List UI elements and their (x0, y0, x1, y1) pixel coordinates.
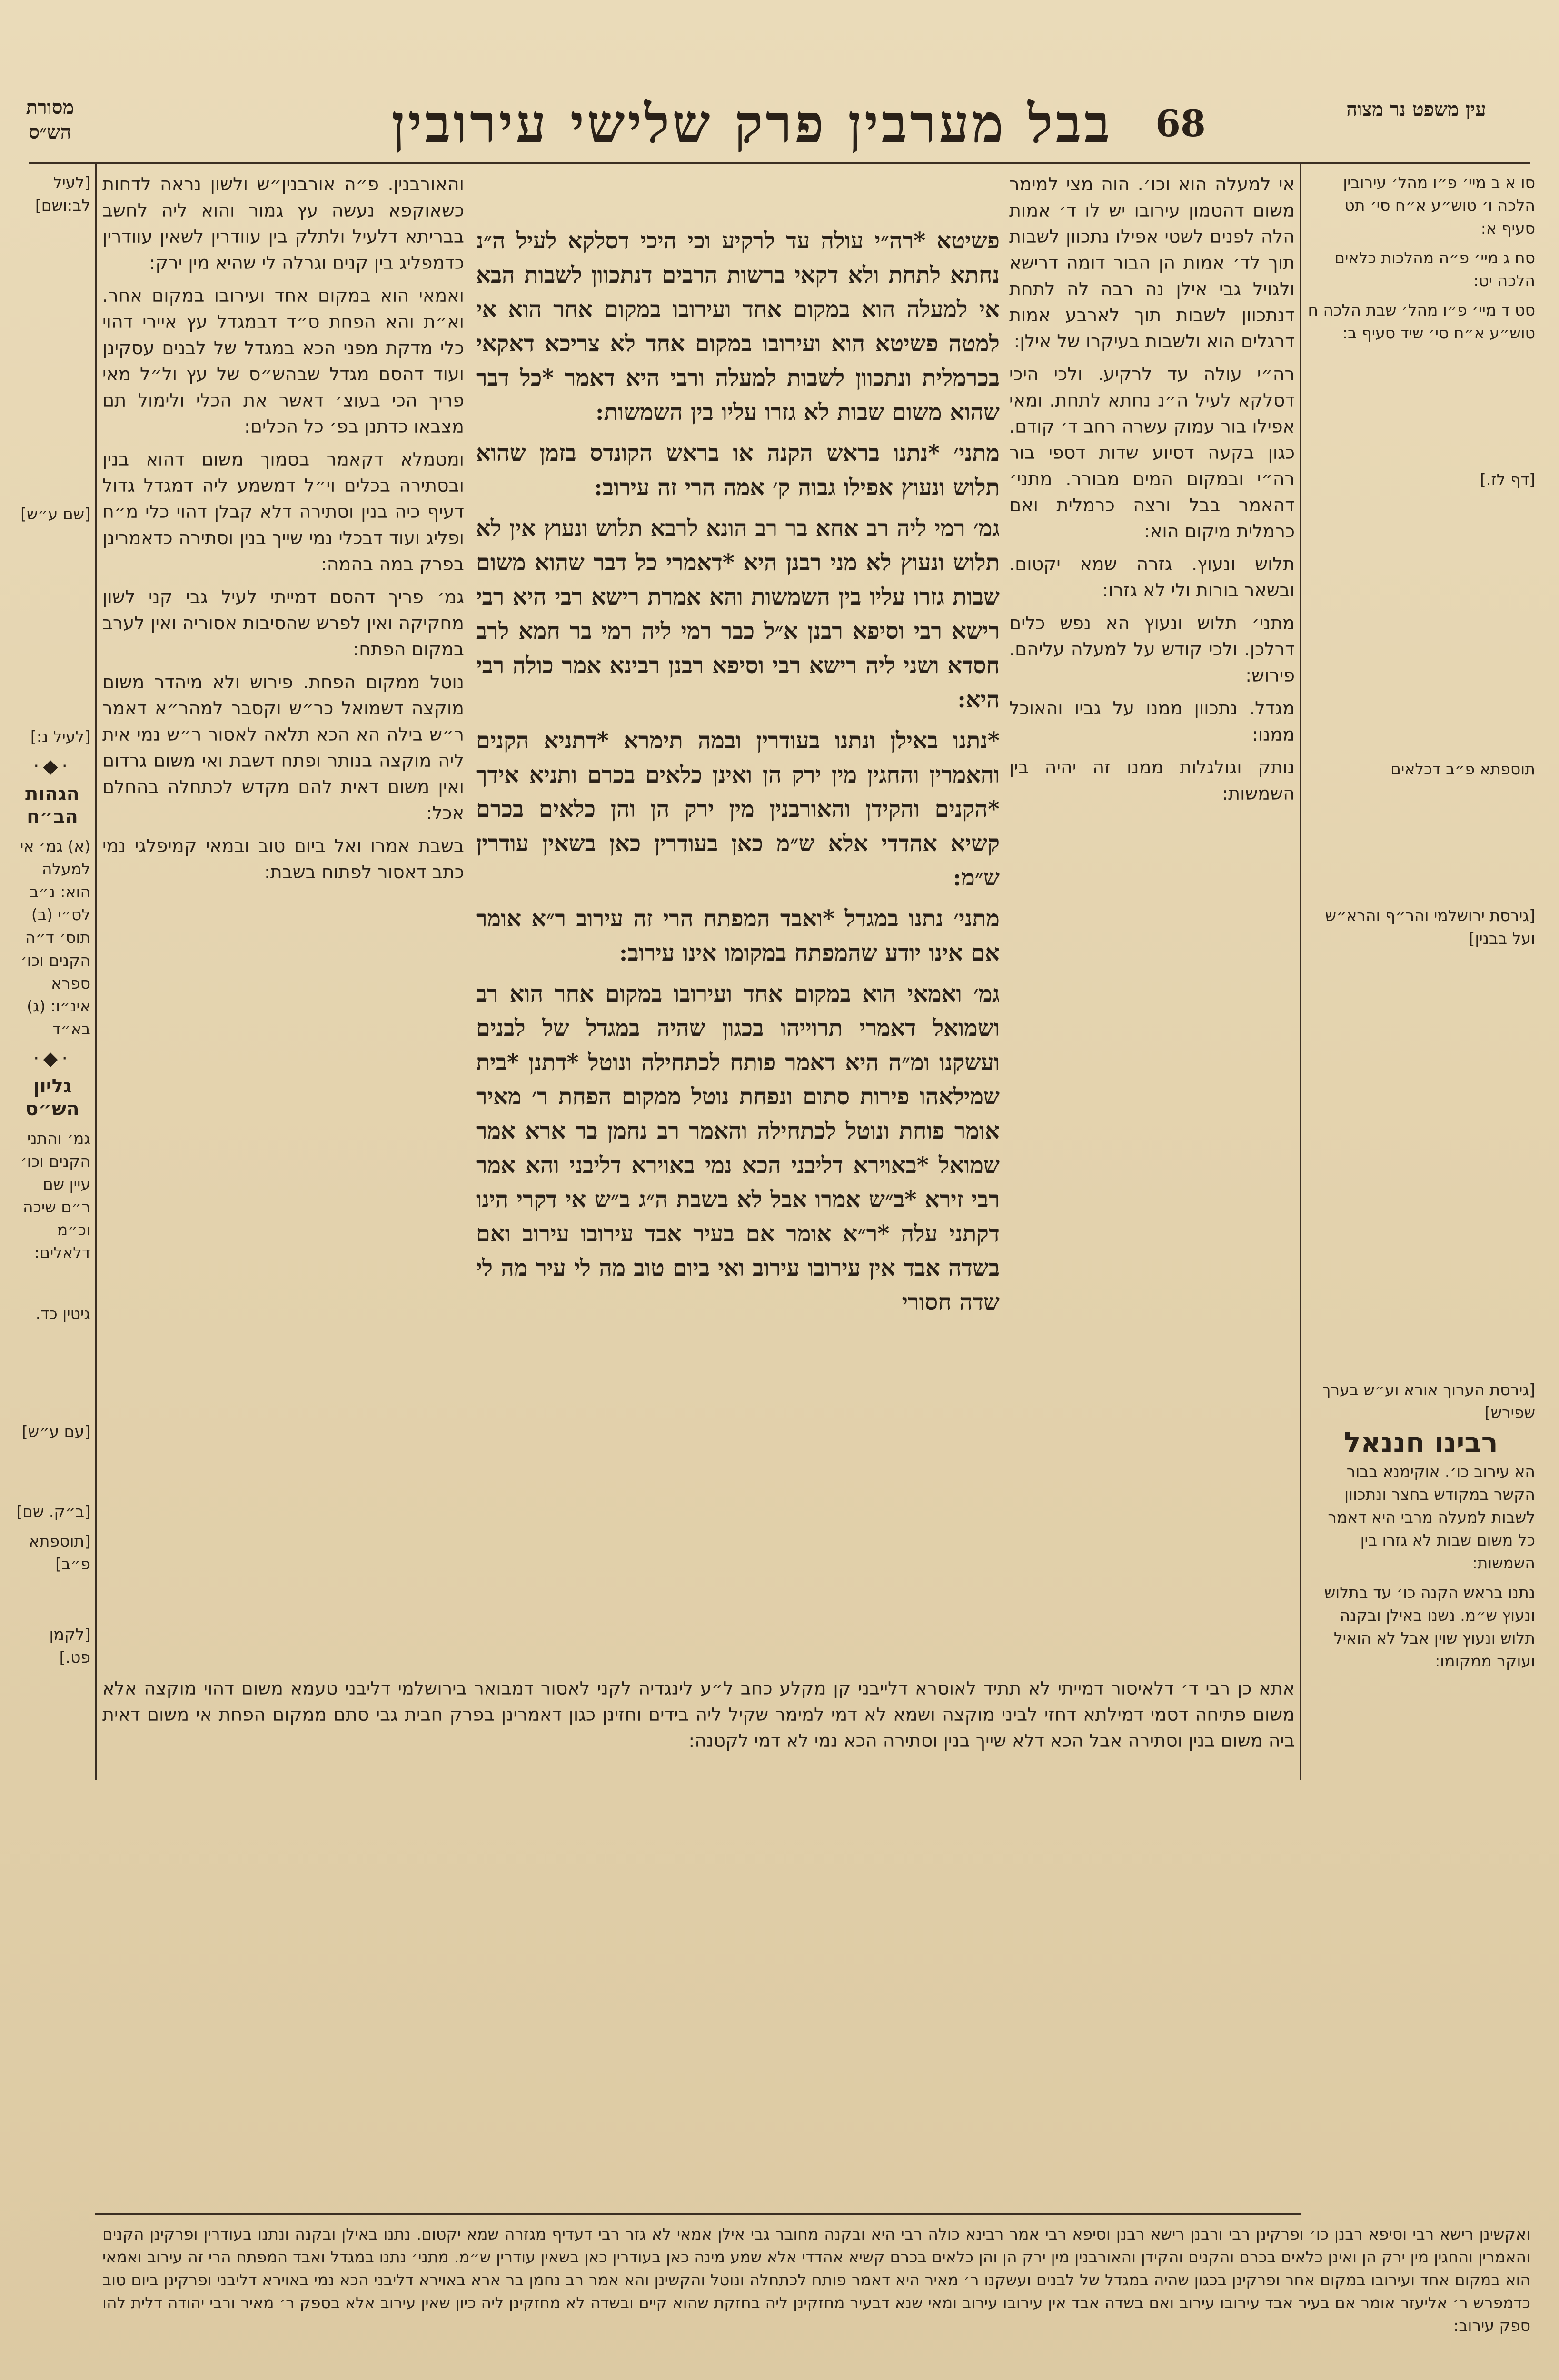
rashi-paragraph: מגדל. נתכוון ממנו על גביו והאוכל ממנו: (1009, 698, 1295, 745)
tosafot-paragraph: נוטל ממקום הפחת. פירוש ולא מיהדר משום מוקצה דשמואל כר״ש וקסבר למהר״א דאמר ר״ש בילה הא הכא תלאה לאסור ר״ש נמי אית ליה מוקצה בנותר ופתח דשבת ואי משום גרדום ואין משום דאית להם מקדש לכתחלה בהחלם אכל: (102, 672, 464, 823)
gilyon-hashas-heading: גליון הש״ס (25, 1075, 79, 1120)
margin-note: [לעיל נ:] (30, 727, 90, 746)
gemara-paragraph: מתני׳ נתנו במגדל *ואבד המפתח הרי זה עירוב ר״א אומר אם אינו יודע שהמפתח במקומו אינו עירוב: (476, 905, 1000, 966)
rashi-paragraph: רה״י עולה עד לרקיע. ולכי היכי דסלקא לעיל ה״נ נחתא לתחת. ומאי אפילו בור עמוק עשרה רחב ד׳ קודם. כגון בקעה דסיוע שדות דספי בור רה״י ובמקום המים מבורר. מתני׳ דהאמר בבל ורצה כרמלית ואם כרמלית מיקום הוא: (1009, 364, 1295, 542)
hagahot-note: (א) גמ׳ אי למעלה הוא: נ״ב לס״י (ב) תוס׳ ד״ה הקנים וכו׳ ספרא אינ״ו: (ג) בא״ד (20, 837, 90, 1038)
ein-mishpat-note: סו א ב מיי׳ פ״ו מהל׳ עירובין הלכה ו׳ טוש״ע א״ח סי׳ תט סעיף א: (1343, 173, 1535, 238)
divider-ornament: ·◆· (33, 755, 72, 777)
footer-rule (95, 2213, 1301, 2215)
left-margin-notes (14, 171, 90, 1771)
right-margin-rule (1300, 162, 1301, 1780)
masoret-hashas-heading: מסורת הש״ס (26, 96, 74, 143)
gilyon-note: גמ׳ והתני הקנים וכו׳ עיין שם ר״ם שיכה וכ״מ דלאלים: (20, 1129, 90, 1262)
margin-note: [לקמן פט.] (49, 1625, 90, 1666)
margin-note: [דף לז.] (1480, 470, 1535, 489)
footer-commentary (102, 2223, 1530, 2380)
tosafot-column (102, 171, 464, 1666)
gemara-paragraph: גמ׳ ואמאי הוא במקום אחד ועירובו במקום אחר הוא רב ושמואל דאמרי תרוייהו בכגון שהיה במגדל של לבנים ועשקנו ומ״ה היא דאמר פותח לכתחילה ונוטל *דתנן *בית שמילאהו פירות סתום ונפחת נוטל ממקום הפחת ר׳ מאיר אומר פוחת ונוטל לכתחילה והאמר רב נחמן בר ארא אמר שמואל *באוירא דליבני הכא נמי באוירא דליבני והא אמר רבי זירא *ב״ש אמרו אבל לא בשבת ה״ג ב״ש אי דקרי הינו דקתני עלה *ר״א אומר אם בעיר אבד עירובו עירוב ואם בשדה אבד אין עירובו עירוב ואי ביום טוב מה לי עיר מה לי שדה חסורי (476, 981, 1000, 1316)
tosafot-paragraph: ומטמלא דקאמר בסמוך משום דהוא בנין ובסתירה בכלים וי״ל דמשמע ליה דמגדל גדול דעיף כיה בנין וסתירה דלא קבלן דהוי כלי מ״ח ופליג ועוד דבכלי נמי שייך בנין וסתירה כדאמרינן בפרק במה בהמה: (102, 449, 464, 575)
rabbeinu-chananel-heading: רבינו חננאל (1344, 1426, 1498, 1458)
margin-note: [גירסת ירושלמי והר״ף והרא״ש ועל בבנין] (1325, 906, 1535, 948)
right-margin-notes (1307, 171, 1535, 1771)
margin-note: גיטין כד. (35, 1304, 90, 1323)
gemara-paragraph: מתני׳ *נתנו בראש הקנה או בראש הקונדס בזמן שהוא תלוש ונעוץ אפילו גבוה ק׳ אמה הרי זה עירוב: (476, 440, 1000, 501)
margin-note: [גירסת הערוך אורא וע״ש בערך שפירש] (1322, 1380, 1535, 1422)
hagahot-habach-heading: הגהות הב״ח (25, 783, 79, 828)
margin-note: [לעיל לב:ושם] (35, 173, 90, 215)
gemara-paragraph: גמ׳ רמי ליה רב אחא בר רב הונא לרבא תלוש ונעוץ אין לא תלוש ונעוץ לא מני רבנן היא *דאמרי כל דבר שהוא משום שבות גזרו עליו בין השמשות והא אמרת רישא רבי היא רבי רישא רבי וסיפא רבנן א״ל כבר רמי ליה רמי בר חמא לרב חסדא ושני ליה רישא רבי וסיפא רבנן רבינא אמר כולה רבי היא: (476, 515, 1000, 713)
margin-note: [עם ע״ש] (21, 1422, 90, 1441)
gemara-paragraph: פשיטא *רה״י עולה עד לרקיע וכי היכי דסלקא לעיל ה״נ נחתא לתחת ולא דקאי ברשות הרבים דנתכוון לשבות הבא אי למעלה הוא במקום אחד ועירובו במקום אחר הוא אי למטה פשיטא הוא ועירובו במקום אחד לא צריכא דאקאי בכרמלית ונתכוון לשבות למעלה ורבי היא דאמר *כל דבר שהוא משום שבות לא גזרו עליו בין השמשות: (476, 228, 1000, 426)
ein-mishpat-note: סט ד מיי׳ פ״ו מהל׳ שבת הלכה ח טוש״ע א״ח סי׳ שיד סעיף ב: (1308, 301, 1535, 342)
ein-mishpat-note: סח ג מיי׳ פ״ה מהלכות כלאים הלכה יט: (1334, 248, 1535, 290)
margin-note: [שם ע״ש] (20, 505, 90, 523)
rashi-column (1009, 171, 1295, 1666)
footer-text: ואקשינן רישא רבי וסיפא רבנן כו׳ ופרקינן רבי ורבנן רישא רבנן וסיפא רבי אמר רבינא כולה רבי היא ובקנה מחובר גבי אילן אמאי לא גזר רבי דעדיף מגזרה שמא יקטום. נתנו באילן ובקנה ונתנו בעודרין ופרקינן הקנים והאמרין והחגין מין ירק הן ואינן כלאים בכרם והקנים והקידן והאורבנין מין ירק הן והן כלאים בכרם קשיא אהדדי אלא שמע מינה כאן בעודרין כאן בשאין עודרין ש״מ. מתני׳ נתנו במגדל ואבד המפתח הרי זה עירוב ואמאי הוא במקום אחד ועירובו במקום אחר ופרקינן בכגון שהיה במגדל של לבנים ועשקנו ר׳ מאיר היא דאמר פותח לכתחלה ונוטל והקשינן והא אמר רב נחמן בר ארא באוירא דליבני הכא נמי באוירא דליבני ופרקינן ביום טוב כדמפרש ר׳ אליעזר אומר אם בעיר אבד עירובו עירוב ואם בשדה אבד אין עירובו עירוב ומאי שנא דבעיר מחזקינן ליה בחזקת שהוא קיים ובשדה לא מחזקינן ליה כיון שאין עירוב אלא בספק ר׳ מאיר ורבי יהודה דלית להו ספק עירוב: (102, 2225, 1530, 2335)
margin-note: [ב״ק. שם] (16, 1502, 90, 1521)
divider-ornament: ·◆· (33, 1048, 72, 1070)
rabbeinu-chananel-text: נתנו בראש הקנה כו׳ עד בתלוש ונעוץ ש״מ. נשנו באילן ובקנה תלוש ונעוץ שוין אבל לא הואיל ועוקר ממקומו: (1324, 1583, 1535, 1670)
tosafot-lower-text: אתא כן רבי ד׳ דלאיסור דמייתי לא תתיד לאוסרא דלייבני קן מקלע כחב ל״ע לינגדיה לקני לאסור דמבואר בירושלמי דליבני טעמא משום דהוי מוקצה אלא משום פתיחה דסמי דמילתא דחזי לביני מוקצה ושמא לא דמי למימר שקיל ליה בידים וחזינן כגון דאמרינן בפרק חבית גבי סתם ממקום הפחת אי משום דאית ביה משום בנין וסתירה אבל הכא דלא שייך בנין וסתירה הכא נמי לא דמי לקטנה: (102, 1678, 1295, 1751)
rashi-paragraph: נותק וגולגלות ממנו זה יהיה בין השמשות: (1009, 757, 1295, 804)
margin-note: [תוספתא פ״ב] (29, 1532, 90, 1573)
gemara-column (476, 224, 1000, 1666)
rashi-paragraph: תלוש ונעוץ. גזרה שמא יקטום. ובשאר בורות ולי לא גזרו: (1009, 554, 1295, 601)
page-title: בבל מערבין פרק שלישי עירובין (391, 93, 1113, 155)
tosafot-lower-block (102, 1676, 1295, 2204)
tosafot-paragraph: והאורבנין. פ״ה אורבנין״ש ולשון נראה לדחות כשאוקפא נעשה עץ גמור והוא ליה לחשב בבריתא דלעיל ולתלק בין עוודרין לשאין עוודרין כדמפליג בין קנים וגרלה לי שהיא מין ירק: (102, 174, 464, 273)
rashi-paragraph: אי למעלה הוא וכו׳. הוה מצי למימר משום דהטמון עירובו יש לו ד׳ אמות הלה לפנים לשטי אפילו נתכוון לשבות תוך לד׳ אמות הן הבור דומה דרישא ולגויל גבי אילן נה רבה לה לתחת דנתכוון לשבות תוך לארבע אמות דרגלים הוא ולשבות בעיקרו של אילן: (1009, 174, 1295, 352)
header-rule (29, 162, 1530, 164)
margin-note: תוספתא פ״ב דכלאים (1390, 760, 1535, 778)
rashi-paragraph: מתני׳ תלוש ונעוץ הא נפש כלים דרלכן. ולכי קודש על למעלה עליהם. פירוש: (1009, 613, 1295, 686)
gemara-paragraph: *נתנו באילן ונתנו בעודרין ובמה תימרא *דתניא הקנים והאמרין והחגין מין ירק הן ואינן כלאים בכרם ותניא אידך *הקנים והקידן והאורבנין מין ירק הן והן כלאים בכרם קשיא אהדדי אלא ש״מ כאן בעודרין כאן בשאין עודרין ש״מ: (476, 727, 1000, 891)
tosafot-paragraph: גמ׳ פריך דהסם דמייתי לעיל גבי קני לשון מחקיקה ואין לפרש שהסיבות אסוריה ואין לערב במקום הפתח: (102, 586, 464, 660)
left-margin-rule (95, 162, 97, 1780)
rabbeinu-chananel-text: הא עירוב כו׳. אוקימנא בבור הקשר במקודש בחצר ונתכוון לשבות למעלה מרבי היא דאמר כל משום שבות לא גזרו בין השמשות: (1328, 1462, 1535, 1572)
ein-mishpat-heading: עין משפט נר מצוה (1346, 98, 1486, 120)
tosafot-paragraph: בשבת אמרו ואל ביום טוב ובמאי קמיפלגי נמי כתב דאסור לפתוח בשבת: (102, 835, 464, 883)
tosafot-paragraph: ואמאי הוא במקום אחד ועירובו במקום אחר. וא״ת והא הפחת ס״ד דבמגדל עץ איירי דהוי כלי מדקת מפני הכא במגדל של לבנים עסקינן ועוד דהסם מגדל שבהש״ס של עץ ול״ל מאי פריך הכי בעוצ׳ דאשר את הכלי ולימול תם מצבאו כדתנן בפ׳ כל הכלים: (102, 285, 464, 437)
page-number: 68 (1155, 102, 1206, 145)
